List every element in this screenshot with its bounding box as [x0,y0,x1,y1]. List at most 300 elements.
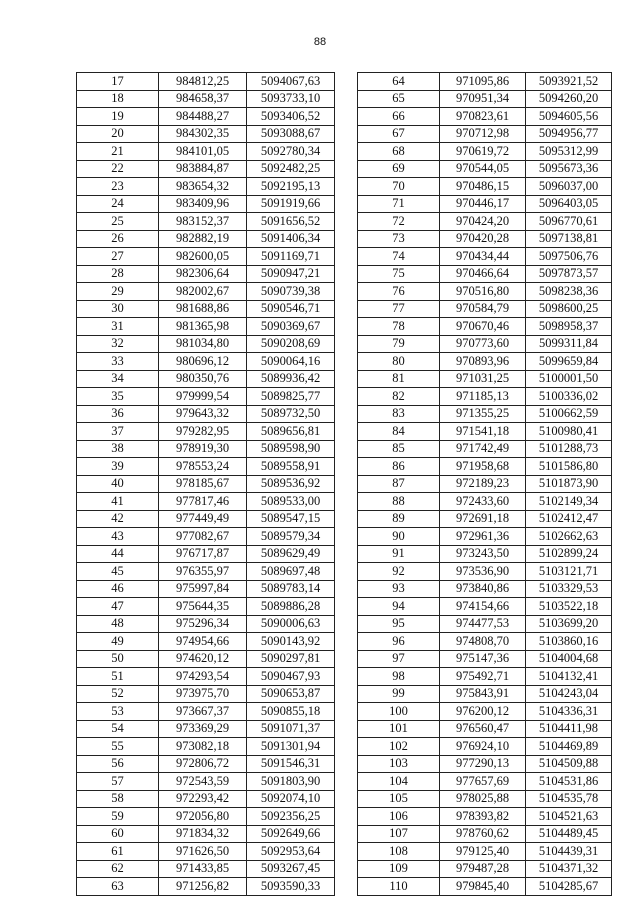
table-row [77,125,335,143]
point-number-cell: 97 [358,650,440,668]
y-coordinate-cell: 5091803,90 [247,773,335,791]
table-row [358,213,612,231]
x-coordinate-cell: 970670,46 [440,318,526,336]
table-row [358,878,612,896]
y-coordinate-cell: 5100001,50 [526,370,612,388]
x-coordinate-cell: 978919,30 [159,440,247,458]
point-number-cell: 110 [358,878,440,896]
x-coordinate-cell: 978393,82 [440,808,526,826]
x-coordinate-cell: 977817,46 [159,493,247,511]
table-row [77,388,335,406]
x-coordinate-cell: 970466,64 [440,265,526,283]
y-coordinate-cell: 5096403,05 [526,195,612,213]
point-number-cell: 103 [358,755,440,773]
y-coordinate-cell: 5104285,67 [526,878,612,896]
x-coordinate-cell: 976200,12 [440,703,526,721]
point-number-cell: 66 [358,108,440,126]
table-row [358,493,612,511]
point-number-cell: 19 [77,108,159,126]
coordinates-table-left [76,72,335,896]
x-coordinate-cell: 972691,18 [440,510,526,528]
table-row [358,580,612,598]
y-coordinate-cell: 5093088,67 [247,125,335,143]
table-row [77,528,335,546]
y-coordinate-cell: 5089783,14 [247,580,335,598]
y-coordinate-cell: 5104509,88 [526,755,612,773]
table-row [358,738,612,756]
point-number-cell: 79 [358,335,440,353]
y-coordinate-cell: 5096770,61 [526,213,612,231]
table-row [358,195,612,213]
table-row [77,685,335,703]
y-coordinate-cell: 5089536,92 [247,475,335,493]
x-coordinate-cell: 970773,60 [440,335,526,353]
y-coordinate-cell: 5098238,36 [526,283,612,301]
table-row [77,668,335,686]
x-coordinate-cell: 978553,24 [159,458,247,476]
point-number-cell: 57 [77,773,159,791]
table-row [358,703,612,721]
point-number-cell: 108 [358,843,440,861]
table-row [358,563,612,581]
y-coordinate-cell: 5089598,90 [247,440,335,458]
table-row [358,335,612,353]
point-number-cell: 75 [358,265,440,283]
x-coordinate-cell: 973975,70 [159,685,247,703]
point-number-cell: 58 [77,790,159,808]
point-number-cell: 76 [358,283,440,301]
x-coordinate-cell: 984101,05 [159,143,247,161]
y-coordinate-cell: 5097138,81 [526,230,612,248]
point-number-cell: 17 [77,73,159,91]
point-number-cell: 99 [358,685,440,703]
x-coordinate-cell: 984812,25 [159,73,247,91]
point-number-cell: 38 [77,440,159,458]
x-coordinate-cell: 980696,12 [159,353,247,371]
x-coordinate-cell: 975492,71 [440,668,526,686]
y-coordinate-cell: 5104411,98 [526,720,612,738]
x-coordinate-cell: 970516,80 [440,283,526,301]
x-coordinate-cell: 975296,34 [159,615,247,633]
x-coordinate-cell: 981034,80 [159,335,247,353]
x-coordinate-cell: 982306,64 [159,265,247,283]
y-coordinate-cell: 5092649,66 [247,825,335,843]
table-row [77,440,335,458]
x-coordinate-cell: 971185,13 [440,388,526,406]
point-number-cell: 40 [77,475,159,493]
table-row [358,825,612,843]
y-coordinate-cell: 5090006,63 [247,615,335,633]
y-coordinate-cell: 5092953,64 [247,843,335,861]
x-coordinate-cell: 975843,91 [440,685,526,703]
x-coordinate-cell: 983654,32 [159,178,247,196]
x-coordinate-cell: 979125,40 [440,843,526,861]
point-number-cell: 42 [77,510,159,528]
y-coordinate-cell: 5096037,00 [526,178,612,196]
y-coordinate-cell: 5089558,91 [247,458,335,476]
table-row [358,458,612,476]
table-row [77,510,335,528]
y-coordinate-cell: 5097873,57 [526,265,612,283]
x-coordinate-cell: 973667,37 [159,703,247,721]
point-number-cell: 53 [77,703,159,721]
y-coordinate-cell: 5089656,81 [247,423,335,441]
point-number-cell: 34 [77,370,159,388]
table-row [77,300,335,318]
y-coordinate-cell: 5102899,24 [526,545,612,563]
table-row [358,650,612,668]
point-number-cell: 96 [358,633,440,651]
point-number-cell: 18 [77,90,159,108]
x-coordinate-cell: 970446,17 [440,195,526,213]
x-coordinate-cell: 979845,40 [440,878,526,896]
point-number-cell: 69 [358,160,440,178]
x-coordinate-cell: 970619,72 [440,143,526,161]
x-coordinate-cell: 973369,29 [159,720,247,738]
point-number-cell: 30 [77,300,159,318]
point-number-cell: 82 [358,388,440,406]
y-coordinate-cell: 5089547,15 [247,510,335,528]
table-row [77,143,335,161]
point-number-cell: 44 [77,545,159,563]
point-number-cell: 49 [77,633,159,651]
table-row [77,790,335,808]
point-number-cell: 107 [358,825,440,843]
x-coordinate-cell: 970486,15 [440,178,526,196]
point-number-cell: 31 [77,318,159,336]
table-row [358,475,612,493]
table-row [77,738,335,756]
table-row [77,178,335,196]
point-number-cell: 22 [77,160,159,178]
point-number-cell: 28 [77,265,159,283]
table-row [77,248,335,266]
x-coordinate-cell: 973082,18 [159,738,247,756]
point-number-cell: 51 [77,668,159,686]
y-coordinate-cell: 5090208,69 [247,335,335,353]
x-coordinate-cell: 974293,54 [159,668,247,686]
x-coordinate-cell: 978025,88 [440,790,526,808]
x-coordinate-cell: 975644,35 [159,598,247,616]
x-coordinate-cell: 971031,25 [440,370,526,388]
y-coordinate-cell: 5095312,99 [526,143,612,161]
table-row [358,405,612,423]
x-coordinate-cell: 974954,66 [159,633,247,651]
point-number-cell: 68 [358,143,440,161]
x-coordinate-cell: 974808,70 [440,633,526,651]
table-row [358,388,612,406]
x-coordinate-cell: 978760,62 [440,825,526,843]
table-row [358,615,612,633]
y-coordinate-cell: 5094956,77 [526,125,612,143]
y-coordinate-cell: 5093921,52 [526,73,612,91]
x-coordinate-cell: 976924,10 [440,738,526,756]
point-number-cell: 67 [358,125,440,143]
x-coordinate-cell: 972293,42 [159,790,247,808]
point-number-cell: 85 [358,440,440,458]
x-coordinate-cell: 971433,85 [159,860,247,878]
y-coordinate-cell: 5098958,37 [526,318,612,336]
table-row [77,318,335,336]
y-coordinate-cell: 5103860,16 [526,633,612,651]
table-row [358,440,612,458]
point-number-cell: 65 [358,90,440,108]
point-number-cell: 71 [358,195,440,213]
x-coordinate-cell: 977290,13 [440,755,526,773]
point-number-cell: 46 [77,580,159,598]
table-row [358,668,612,686]
x-coordinate-cell: 971095,86 [440,73,526,91]
x-coordinate-cell: 974620,12 [159,650,247,668]
x-coordinate-cell: 982600,05 [159,248,247,266]
x-coordinate-cell: 970712,98 [440,125,526,143]
point-number-cell: 26 [77,230,159,248]
table-row [77,598,335,616]
x-coordinate-cell: 971355,25 [440,405,526,423]
table-row [358,248,612,266]
point-number-cell: 80 [358,353,440,371]
y-coordinate-cell: 5099659,84 [526,353,612,371]
table-row [358,545,612,563]
y-coordinate-cell: 5089533,00 [247,493,335,511]
table-row [358,178,612,196]
point-number-cell: 83 [358,405,440,423]
point-number-cell: 56 [77,755,159,773]
y-coordinate-cell: 5089732,50 [247,405,335,423]
table-row [358,633,612,651]
x-coordinate-cell: 972543,59 [159,773,247,791]
y-coordinate-cell: 5089886,28 [247,598,335,616]
table-row [77,353,335,371]
y-coordinate-cell: 5103522,18 [526,598,612,616]
x-coordinate-cell: 973840,86 [440,580,526,598]
table-row [358,90,612,108]
x-coordinate-cell: 979999,54 [159,388,247,406]
table-row [77,720,335,738]
table-row [77,493,335,511]
y-coordinate-cell: 5095673,36 [526,160,612,178]
table-row [358,510,612,528]
x-coordinate-cell: 981688,86 [159,300,247,318]
x-coordinate-cell: 972189,23 [440,475,526,493]
point-number-cell: 91 [358,545,440,563]
y-coordinate-cell: 5103329,53 [526,580,612,598]
table-row [358,73,612,91]
x-coordinate-cell: 971256,82 [159,878,247,896]
y-coordinate-cell: 5090653,87 [247,685,335,703]
table-row [77,843,335,861]
point-number-cell: 102 [358,738,440,756]
point-number-cell: 41 [77,493,159,511]
x-coordinate-cell: 982002,67 [159,283,247,301]
table-row [358,598,612,616]
point-number-cell: 23 [77,178,159,196]
table-row [358,353,612,371]
table-row [358,843,612,861]
y-coordinate-cell: 5104336,31 [526,703,612,721]
y-coordinate-cell: 5089629,49 [247,545,335,563]
table-row [77,650,335,668]
page-number: 88 [313,36,327,48]
x-coordinate-cell: 976560,47 [440,720,526,738]
x-coordinate-cell: 977082,67 [159,528,247,546]
point-number-cell: 105 [358,790,440,808]
table-row [77,90,335,108]
point-number-cell: 89 [358,510,440,528]
x-coordinate-cell: 983409,96 [159,195,247,213]
point-number-cell: 37 [77,423,159,441]
y-coordinate-cell: 5091301,94 [247,738,335,756]
point-number-cell: 48 [77,615,159,633]
x-coordinate-cell: 970424,20 [440,213,526,231]
y-coordinate-cell: 5102412,47 [526,510,612,528]
point-number-cell: 73 [358,230,440,248]
x-coordinate-cell: 977657,69 [440,773,526,791]
y-coordinate-cell: 5104371,32 [526,860,612,878]
y-coordinate-cell: 5092780,34 [247,143,335,161]
y-coordinate-cell: 5104521,63 [526,808,612,826]
point-number-cell: 21 [77,143,159,161]
point-number-cell: 90 [358,528,440,546]
table-row [77,160,335,178]
y-coordinate-cell: 5089579,34 [247,528,335,546]
y-coordinate-cell: 5090739,38 [247,283,335,301]
point-number-cell: 25 [77,213,159,231]
y-coordinate-cell: 5101586,80 [526,458,612,476]
table-row [77,580,335,598]
x-coordinate-cell: 970584,79 [440,300,526,318]
y-coordinate-cell: 5102662,63 [526,528,612,546]
table-row [77,195,335,213]
table-row [77,703,335,721]
point-number-cell: 29 [77,283,159,301]
x-coordinate-cell: 977449,49 [159,510,247,528]
table-row [77,633,335,651]
y-coordinate-cell: 5102149,34 [526,493,612,511]
y-coordinate-cell: 5089697,48 [247,563,335,581]
y-coordinate-cell: 5091919,66 [247,195,335,213]
point-number-cell: 52 [77,685,159,703]
point-number-cell: 92 [358,563,440,581]
x-coordinate-cell: 970823,61 [440,108,526,126]
x-coordinate-cell: 972056,80 [159,808,247,826]
table-row [358,720,612,738]
y-coordinate-cell: 5100662,59 [526,405,612,423]
point-number-cell: 63 [77,878,159,896]
x-coordinate-cell: 975147,36 [440,650,526,668]
x-coordinate-cell: 976355,97 [159,563,247,581]
point-number-cell: 27 [77,248,159,266]
y-coordinate-cell: 5092482,25 [247,160,335,178]
point-number-cell: 109 [358,860,440,878]
table-row [77,405,335,423]
table-row [77,773,335,791]
y-coordinate-cell: 5094260,20 [526,90,612,108]
table-row [77,755,335,773]
table-row [77,615,335,633]
point-number-cell: 70 [358,178,440,196]
point-number-cell: 39 [77,458,159,476]
y-coordinate-cell: 5104531,86 [526,773,612,791]
point-number-cell: 84 [358,423,440,441]
x-coordinate-cell: 970420,28 [440,230,526,248]
point-number-cell: 45 [77,563,159,581]
table-row [77,213,335,231]
y-coordinate-cell: 5100336,02 [526,388,612,406]
point-number-cell: 20 [77,125,159,143]
x-coordinate-cell: 971742,49 [440,440,526,458]
y-coordinate-cell: 5104535,78 [526,790,612,808]
y-coordinate-cell: 5089825,77 [247,388,335,406]
x-coordinate-cell: 979487,28 [440,860,526,878]
x-coordinate-cell: 974154,66 [440,598,526,616]
point-number-cell: 33 [77,353,159,371]
point-number-cell: 88 [358,493,440,511]
table-row [358,125,612,143]
table-row [358,423,612,441]
y-coordinate-cell: 5090546,71 [247,300,335,318]
x-coordinate-cell: 981365,98 [159,318,247,336]
x-coordinate-cell: 973536,90 [440,563,526,581]
y-coordinate-cell: 5103699,20 [526,615,612,633]
table-row [77,73,335,91]
y-coordinate-cell: 5104489,45 [526,825,612,843]
point-number-cell: 50 [77,650,159,668]
table-row [358,685,612,703]
table-row [358,528,612,546]
point-number-cell: 61 [77,843,159,861]
table-row [358,108,612,126]
y-coordinate-cell: 5092074,10 [247,790,335,808]
y-coordinate-cell: 5097506,76 [526,248,612,266]
x-coordinate-cell: 984488,27 [159,108,247,126]
y-coordinate-cell: 5089936,42 [247,370,335,388]
table-row [358,143,612,161]
x-coordinate-cell: 979282,95 [159,423,247,441]
y-coordinate-cell: 5090855,18 [247,703,335,721]
x-coordinate-cell: 973243,50 [440,545,526,563]
table-row [77,230,335,248]
x-coordinate-cell: 983884,87 [159,160,247,178]
y-coordinate-cell: 5090297,81 [247,650,335,668]
x-coordinate-cell: 971834,32 [159,825,247,843]
table-row [77,423,335,441]
x-coordinate-cell: 975997,84 [159,580,247,598]
y-coordinate-cell: 5090064,16 [247,353,335,371]
table-row [358,860,612,878]
table-row [358,808,612,826]
y-coordinate-cell: 5100980,41 [526,423,612,441]
y-coordinate-cell: 5090369,67 [247,318,335,336]
point-number-cell: 24 [77,195,159,213]
point-number-cell: 77 [358,300,440,318]
x-coordinate-cell: 976717,87 [159,545,247,563]
coordinates-table-right [357,72,612,896]
y-coordinate-cell: 5099311,84 [526,335,612,353]
point-number-cell: 104 [358,773,440,791]
y-coordinate-cell: 5104469,89 [526,738,612,756]
y-coordinate-cell: 5090143,92 [247,633,335,651]
point-number-cell: 86 [358,458,440,476]
point-number-cell: 87 [358,475,440,493]
table-row [358,370,612,388]
y-coordinate-cell: 5093267,45 [247,860,335,878]
point-number-cell: 59 [77,808,159,826]
table-row [77,860,335,878]
point-number-cell: 94 [358,598,440,616]
x-coordinate-cell: 972961,36 [440,528,526,546]
x-coordinate-cell: 970951,34 [440,90,526,108]
